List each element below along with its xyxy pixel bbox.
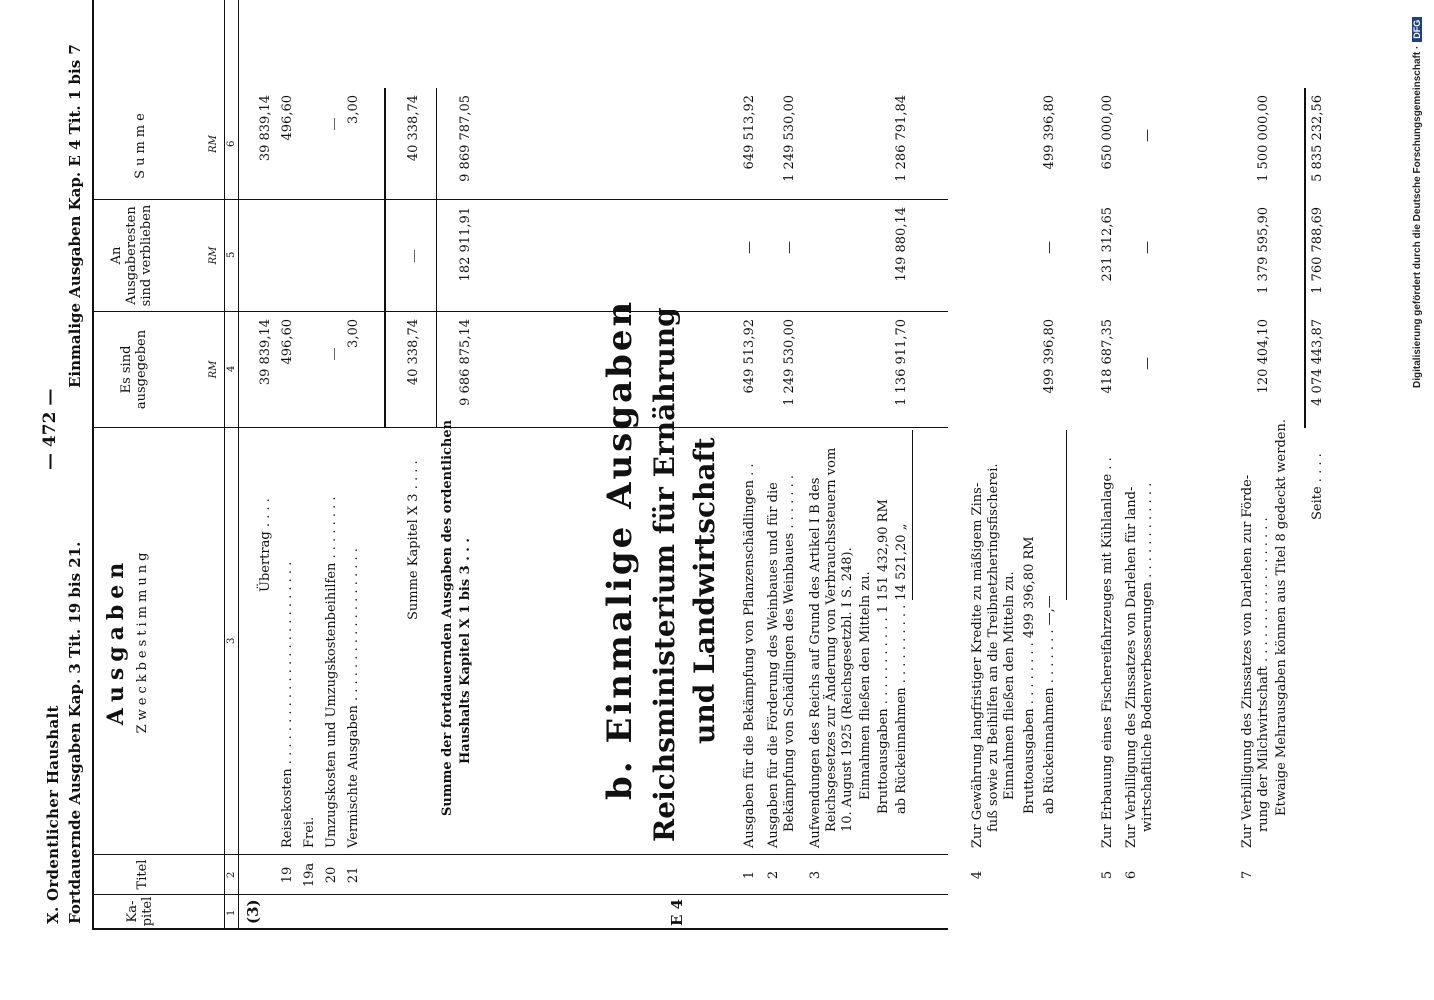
row-b2-desc-1: Ausgaben für die Förderung des Weinbaues und für die <box>766 482 781 848</box>
page-sum-c5: 1 760 788,69 <box>1310 207 1325 294</box>
sum-kap3-c6: 40 338,74 <box>406 95 421 162</box>
sum-rule-kap3 <box>384 88 386 428</box>
row-b7-desc-3: Etwaige Mehrausgaben können aus Titel 8 gedeckt werden. <box>1274 419 1289 816</box>
col-header-ausgaben: Ausgaben <box>103 556 129 726</box>
row-21-c6: 3,00 <box>346 95 361 124</box>
row-b2-c6: 1 249 530,00 <box>782 95 797 182</box>
row-b6-desc-2: wirtschaftliche Bodenverbesserungen . . . . . . . . . . . . <box>1140 482 1155 832</box>
row-uebertrag-desc: Übertrag . . . . <box>258 498 273 592</box>
row-b4-c6: 499 396,80 <box>1042 95 1057 170</box>
row-b2-c5: — <box>782 241 797 254</box>
row-b4-c4: 499 396,80 <box>1042 319 1057 394</box>
row-b4-desc-1: Zur Gewährung langfristiger Kredite zu mäßigem Zins- <box>970 482 985 848</box>
unit-label-c6: RM <box>208 135 219 153</box>
page-sum-c4: 4 074 443,87 <box>1310 319 1325 406</box>
row-19-titel: 19 <box>280 866 295 884</box>
row-uebertrag-c6: 39 839,14 <box>258 95 273 162</box>
dfg-logo: DFG <box>1412 17 1422 42</box>
header-left-line2: Fortdauernde Ausgaben Kap. 3 Tit. 19 bis 21. <box>66 541 84 924</box>
col-header-titel: Titel <box>135 859 150 890</box>
col-number-6: 6 <box>226 140 237 147</box>
row-b3-subtotal-rule <box>912 430 913 600</box>
unit-label-c5: RM <box>208 246 219 265</box>
row-b4-desc-2: fuß sowie zu Beihilfen an die Treibnetzheringsfischerei. <box>986 463 1001 832</box>
col-number-3: 3 <box>226 637 237 644</box>
row-b1-c4: 649 513,92 <box>742 319 757 394</box>
row-b3-c5: 149 880,14 <box>894 207 909 282</box>
row-b2-desc-2: Bekämpfung von Schädlingen des Weinbaues . . . . . . . <box>782 474 797 832</box>
row-21-titel: 21 <box>346 866 361 884</box>
row-b5-c5: 231 312,65 <box>1100 207 1115 282</box>
row-20-titel: 20 <box>324 866 339 884</box>
row-b7-c6: 1 500 000,00 <box>1256 95 1271 182</box>
row-b3-desc-6: ab Rückeinnahmen . . . . . . . . . . 14 521,20 „ <box>894 523 909 814</box>
table-left-rule <box>92 928 948 930</box>
page-sum-c6: 5 835 232,56 <box>1310 95 1325 182</box>
header-left-line1: X. Ordentlicher Haushalt <box>44 705 62 924</box>
col-number-2: 2 <box>226 871 237 878</box>
total-label-line1: Summe der fortdauernden Ausgaben des ordentlichen <box>440 419 455 816</box>
row-21-c4: 3,00 <box>346 319 361 348</box>
row-b3-desc-4: Einnahmen fließen den Mitteln zu. <box>858 571 873 800</box>
row-b5-desc: Zur Erbauung eines Fischereifahrzeuges mit Kühlanlage . . <box>1100 457 1115 848</box>
row-b7-desc-1: Zur Verbilligung des Zinssatzes von Darlehen zur Förde- <box>1240 474 1255 848</box>
dfg-credit-text: Digitalisierung gefördert durch die Deutsche Forschungsgemeinschaft · <box>1412 45 1423 388</box>
page-sum-label: Seite . . . . <box>1310 453 1325 520</box>
col-number-5: 5 <box>226 251 237 258</box>
row-20-desc: Umzugskosten und Umzugskostenbeihilfen . . . . . . . . <box>324 496 339 848</box>
row-b4-desc-3: Einnahmen fließen den Mitteln zu. <box>1002 571 1017 800</box>
col-number-1: 1 <box>226 909 237 916</box>
row-b1-titel: 1 <box>742 870 757 880</box>
sum-rule-page <box>1304 88 1306 428</box>
col-rule-kapitel <box>92 894 948 895</box>
row-b3-desc-5: Bruttoausgaben . . . . . . . . . . . 1 151 432,90 RM <box>876 499 891 814</box>
total-c6: 9 869 787,05 <box>458 95 473 182</box>
row-b6-titel: 6 <box>1124 870 1139 880</box>
colnum-bottom-rule <box>238 0 239 930</box>
col-header-ausgabereste: An Ausgaberesten sind verblieben <box>109 204 154 307</box>
col-rule-titel <box>92 854 948 855</box>
row-19-c4: 496,60 <box>280 319 295 365</box>
row-b4-desc-5: ab Rückeinnahmen . . . . . . . —,— <box>1042 595 1057 814</box>
row-20-c6-dash <box>334 118 335 130</box>
row-b1-c5: — <box>742 241 757 254</box>
row-b5-titel: 5 <box>1100 870 1115 880</box>
total-c5: 182 911,91 <box>458 207 473 282</box>
row-b2-c4: 1 249 530,00 <box>782 319 797 406</box>
kapitel-3-label: (3) <box>244 899 262 924</box>
col-rule-c4 <box>92 311 948 312</box>
col-header-zweck: Zweckbestimmung <box>135 548 150 734</box>
dfg-credit <box>1412 8 1428 388</box>
sum-kap3-label: Summe Kapitel X 3 . . . . <box>406 460 421 620</box>
row-b4-desc-4: Bruttoausgaben . . . . . . . . 499 396,80 RM <box>1022 536 1037 814</box>
row-b5-c6: 650 000,00 <box>1100 95 1115 170</box>
kapitel-e4-label: E 4 <box>668 898 686 926</box>
row-b3-c4: 1 136 911,70 <box>894 319 909 406</box>
row-b2-titel: 2 <box>766 870 781 880</box>
row-b6-c4: — <box>1140 357 1155 370</box>
sum-rule-total <box>436 88 437 428</box>
col-rule-desc <box>92 427 948 428</box>
row-19-desc: Reisekosten . . . . . . . . . . . . . . . . . . . . . . . . . <box>280 561 295 848</box>
row-19a-titel: 19a <box>302 862 317 888</box>
sum-kap3-c5-dash <box>414 250 415 262</box>
total-c4: 9 686 875,14 <box>458 319 473 406</box>
row-b6-c6: — <box>1140 129 1155 142</box>
ministry-line2: und Landwirtschaft <box>688 437 721 744</box>
row-b3-desc-3: 10. August 1925 (Reichsgesetzbl. I S. 248). <box>840 547 855 832</box>
total-label-line2: Haushalts Kapitel X 1 bis 3 . . . <box>458 538 473 764</box>
row-b7-titel: 7 <box>1240 870 1255 880</box>
row-b4-subtotal-rule <box>1066 430 1067 600</box>
row-b3-desc-2: Reichsgesetzes zur Änderung von Verbrauchssteuern vom <box>824 447 839 832</box>
dfg-sidebar <box>1410 8 1430 388</box>
row-b3-titel: 3 <box>808 870 823 880</box>
col-header-ausgegeben: Es sind ausgegeben <box>119 329 149 410</box>
ministry-line1: Reichsministerium für Ernährung <box>648 307 681 842</box>
table-top-rule <box>92 0 94 930</box>
row-19-c6: 496,60 <box>280 95 295 141</box>
row-b7-desc-2: rung der Milchwirtschaft . . . . . . . . . . . . . . . . . . <box>1256 517 1271 832</box>
row-21-desc: Vermischte Ausgaben . . . . . . . . . . . . . . . . . . . <box>346 548 361 848</box>
row-b3-c6: 1 286 791,84 <box>894 95 909 182</box>
row-b3-desc-1: Aufwendungen des Reichs auf Grund des Artikel I B des <box>808 477 823 848</box>
col-header-kapitel: Ka- pitel <box>125 896 155 927</box>
row-b6-desc-1: Zur Verbilligung des Zinssatzes von Darlehen für land- <box>1124 486 1139 848</box>
row-b5-c4: 418 687,35 <box>1100 319 1115 394</box>
row-b4-titel: 4 <box>970 870 985 880</box>
row-uebertrag-c4: 39 839,14 <box>258 319 273 386</box>
page-number: — 472 — <box>40 388 60 470</box>
row-b7-c4: 120 404,10 <box>1256 319 1271 394</box>
col-number-4: 4 <box>226 365 237 372</box>
row-20-c4-dash <box>334 348 335 360</box>
row-19a-desc: Frei. <box>302 816 317 848</box>
section-b-title: b. Einmalige Ausgaben <box>600 298 640 800</box>
col-rule-c5 <box>92 199 948 200</box>
row-b1-c6: 649 513,92 <box>742 95 757 170</box>
sum-kap3-c4: 40 338,74 <box>406 319 421 386</box>
row-b1-desc: Ausgaben für die Bekämpfung von Pflanzenschädlingen . . <box>742 463 757 848</box>
row-b4-c5: — <box>1042 241 1057 254</box>
col-header-summe: Summe <box>133 109 148 179</box>
header-right-line2: Einmalige Ausgaben Kap. E 4 Tit. 1 bis 7 <box>66 44 84 388</box>
row-b6-c5: — <box>1140 241 1155 254</box>
row-b7-c5: 1 379 595,90 <box>1256 207 1271 294</box>
header-bottom-rule <box>224 0 225 930</box>
unit-label-c4: RM <box>208 360 219 379</box>
